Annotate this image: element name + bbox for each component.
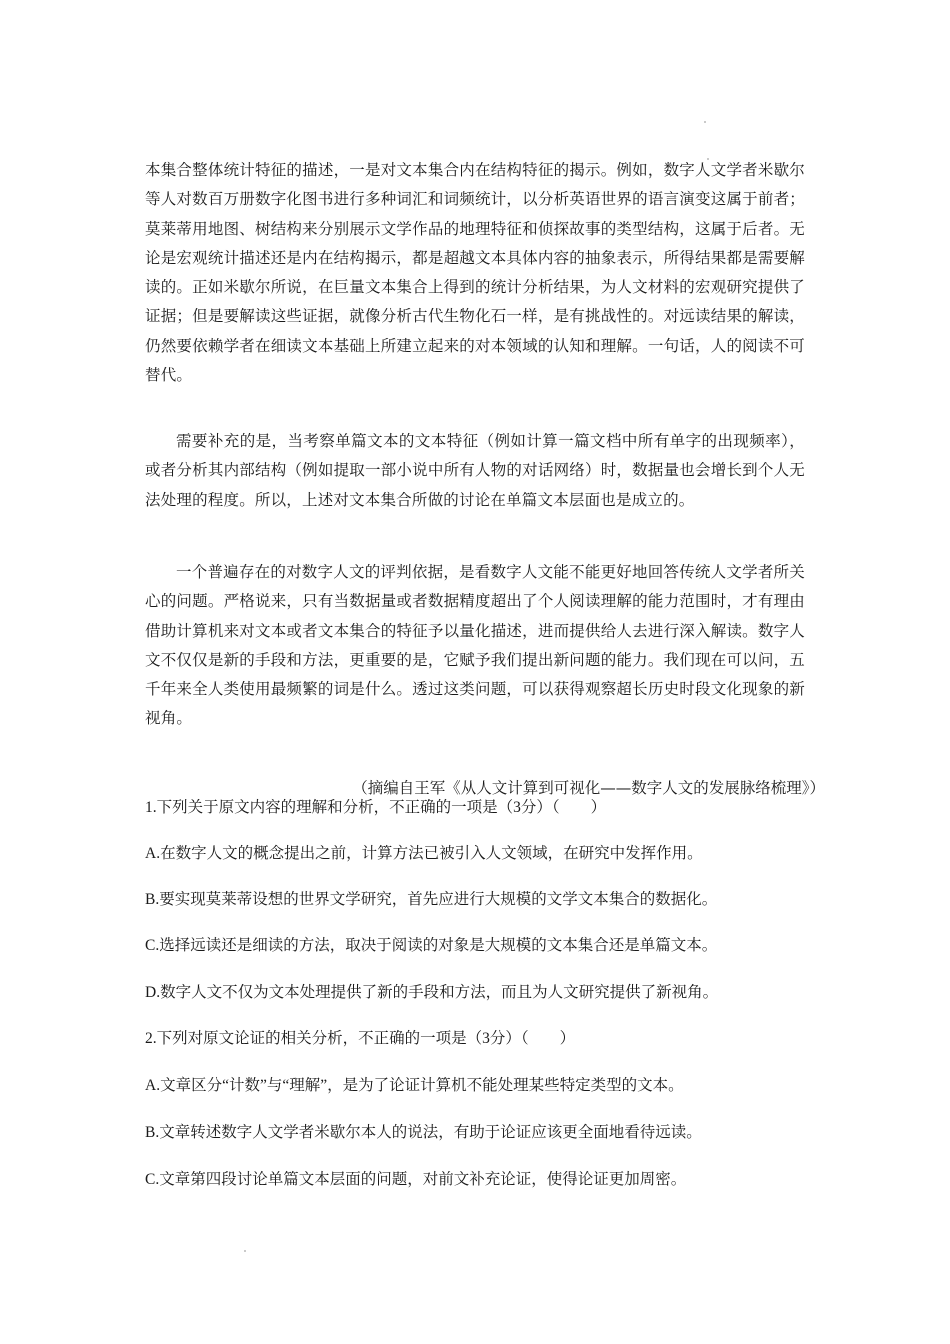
question-2-option-b: B.文章转述数字人文学者米歇尔本人的说法，有助于论证应该更全面地看待远读。 [145,1124,702,1141]
question-2-option-a: A.文章区分“计数”与“理解”，是为了论证计算机不能处理某些特定类型的文本。 [145,1077,684,1094]
scan-speck [244,1250,246,1252]
question-2-stem: 2.下列对原文论证的相关分析，不正确的一项是（3分）（ ） [145,1030,576,1047]
passage-source-citation: （摘编自王军《从人文计算到可视化——数字人文的发展脉络梳理》） [352,779,825,797]
question-1-option-b: B.要实现莫莱蒂设想的世界文学研究，首先应进行大规模的文学文本集合的数据化。 [145,891,718,908]
question-1-option-d: D.数字人文不仅为文本处理提供了新的手段和方法，而且为人文研究提供了新视角。 [145,984,719,1001]
scan-speck [704,121,706,123]
question-1-option-a: A.在数字人文的概念提出之前，计算方法已被引入人文领域，在研究中发挥作用。 [145,845,703,862]
passage-paragraph-1: 本集合整体统计特征的描述，一是对文本集合内在结构特征的揭示。例如，数字人文学者米歇尔等人对数百万册数字化图书进行多种词汇和词频统计，以分析英语世界的语言演变这属于前者；莫莱蒂用地图、树结构来分别展示文学作品的地理特征和侦探故事的类型结构，这属于后者。无论是宏观统计描述还是内在结构揭示，都是超越文本具体内容的抽象表示，所得结果都是需要解读的。正如米歇尔所说，在巨量文本集合上得到的统计分析结果，为人文材料的宏观研究提供了证据；但是要解读这些证据，就像分析古代生物化石一样，是有挑战性的。对远读结果的解读，仍然要依赖学者在细读文本基础上所建立起来的对本领域的认知和理解。一句话，人的阅读不可替代。 [145,161,805,385]
question-1-option-c: C.选择远读还是细读的方法，取决于阅读的对象是大规模的文本集合还是单篇文本。 [145,937,718,954]
passage-paragraph-3: 一个普遍存在的对数字人文的评判依据，是看数字人文能不能更好地回答传统人文学者所关心的问题。严格说来，只有当数据量或者数据精度超出了个人阅读理解的能力范围时，才有理由借助计算机来对文本或者文本集合的特征予以量化描述，进而提供给人去进行深入解读。数字人文不仅仅是新的手段和方法，更重要的是，它赋予我们提出新问题的能力。我们现在可以问，五千年来全人类使用最频繁的词是什么。透过这类问题，可以获得观察超长历史时段文化现象的新视角。 [145,563,805,728]
question-2-option-c: C.文章第四段讨论单篇文本层面的问题，对前文补充论证，使得论证更加周密。 [145,1171,687,1188]
question-1-stem: 1.下列关于原文内容的理解和分析，不正确的一项是（3分）（ ） [145,799,607,816]
passage-paragraph-2: 需要补充的是，当考察单篇文本的文本特征（例如计算一篇文档中所有单字的出现频率），或者分析其内部结构（例如提取一部小说中所有人物的对话网络）时，数据量也会增长到个人无法处理的程度。所以，上述对文本集合所做的讨论在单篇文本层面也是成立的。 [145,432,805,509]
